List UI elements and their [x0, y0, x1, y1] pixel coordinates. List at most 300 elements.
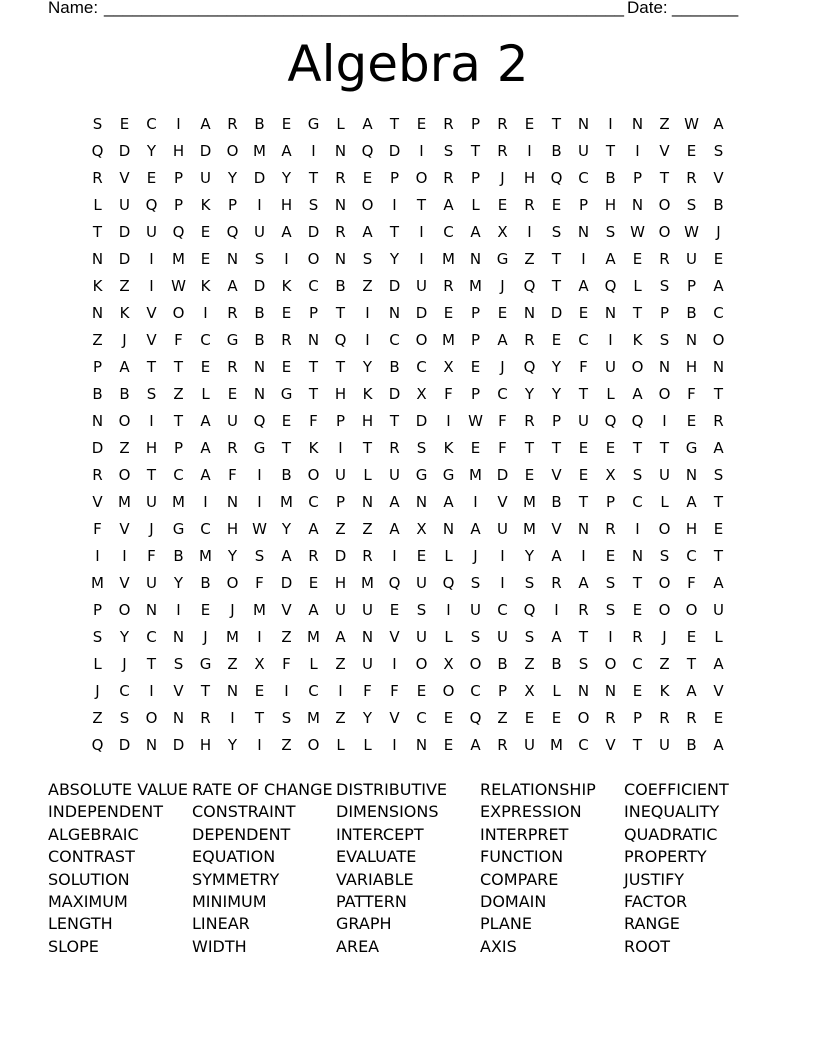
grid-letter: B: [335, 277, 346, 295]
word-item: RATE OF CHANGE: [192, 780, 333, 799]
grid-letter: P: [173, 169, 184, 187]
grid-letter: F: [363, 682, 372, 700]
word-item: INTERCEPT: [336, 824, 424, 844]
grid-letter: I: [203, 304, 208, 322]
grid-letter: A: [443, 196, 454, 214]
grid-letter: F: [174, 331, 183, 349]
grid-letter: K: [200, 277, 211, 295]
grid-letter: C: [308, 682, 319, 700]
grid-letter: O: [145, 709, 158, 727]
grid-letter: I: [257, 493, 262, 511]
grid-letter: A: [713, 574, 724, 592]
grid-letter: O: [712, 331, 725, 349]
grid-letter: I: [446, 412, 451, 430]
grid-letter: D: [496, 466, 509, 484]
grid-letter: U: [254, 223, 265, 241]
grid-letter: Q: [91, 736, 104, 754]
grid-letter: T: [254, 709, 265, 727]
grid-letter: E: [200, 250, 211, 268]
grid-letter: E: [281, 412, 292, 430]
grid-letter: O: [118, 412, 131, 430]
grid-letter: M: [361, 574, 374, 592]
grid-letter: T: [713, 493, 724, 511]
grid-letter: I: [338, 682, 343, 700]
grid-letter: E: [416, 547, 427, 565]
grid-letter: L: [309, 655, 318, 673]
grid-letter: E: [578, 466, 589, 484]
grid-letter: A: [551, 628, 562, 646]
grid-letter: E: [632, 601, 643, 619]
grid-row: [84, 519, 732, 546]
word-item: ALGEBRAIC: [48, 824, 139, 844]
grid-letter: E: [281, 115, 292, 133]
grid-letter: M: [307, 628, 320, 646]
grid-letter: N: [334, 250, 347, 268]
grid-letter: C: [389, 331, 400, 349]
grid-letter: M: [172, 250, 185, 268]
word-column: [624, 779, 768, 958]
grid-letter: I: [149, 412, 154, 430]
grid-letter: X: [254, 655, 265, 673]
grid-letter: P: [470, 331, 481, 349]
grid-letter: D: [307, 223, 320, 241]
grid-letter: N: [523, 304, 536, 322]
grid-letter: H: [199, 736, 212, 754]
grid-row: [84, 438, 732, 465]
grid-letter: K: [443, 439, 454, 457]
grid-letter: D: [172, 736, 185, 754]
grid-letter: N: [334, 142, 347, 160]
grid-letter: P: [470, 304, 481, 322]
grid-letter: U: [416, 628, 427, 646]
grid-letter: R: [497, 115, 508, 133]
grid-letter: E: [308, 574, 319, 592]
grid-letter: N: [577, 115, 590, 133]
grid-letter: Y: [551, 385, 562, 403]
grid-letter: N: [253, 358, 266, 376]
grid-letter: M: [91, 574, 104, 592]
word-item: EXPRESSION: [480, 802, 582, 822]
grid-letter: O: [685, 601, 698, 619]
grid-letter: I: [635, 142, 640, 160]
grid-letter: V: [389, 709, 400, 727]
grid-letter: I: [392, 547, 397, 565]
grid-letter: W: [684, 223, 699, 241]
grid-letter: N: [253, 385, 266, 403]
grid-letter: R: [524, 412, 535, 430]
grid-letter: R: [659, 709, 670, 727]
grid-letter: N: [631, 115, 644, 133]
grid-letter: O: [172, 304, 185, 322]
grid-letter: A: [551, 547, 562, 565]
grid-letter: C: [632, 493, 643, 511]
grid-letter: F: [687, 385, 696, 403]
grid-letter: U: [416, 277, 427, 295]
grid-letter: S: [308, 196, 319, 214]
grid-letter: N: [577, 520, 590, 538]
grid-letter: O: [118, 466, 131, 484]
word-item: AREA: [336, 936, 380, 956]
grid-letter: E: [281, 304, 292, 322]
grid-letter: Z: [92, 331, 103, 349]
grid-letter: K: [362, 385, 373, 403]
grid-row: [84, 195, 732, 222]
word-item: PLANE: [480, 914, 532, 934]
grid-letter: O: [415, 655, 428, 673]
grid-letter: A: [497, 331, 508, 349]
grid-letter: C: [497, 385, 508, 403]
grid-letter: W: [684, 115, 699, 133]
grid-letter: R: [632, 628, 643, 646]
grid-letter: E: [605, 547, 616, 565]
grid-letter: Q: [523, 277, 536, 295]
letter-grid: [84, 114, 732, 762]
grid-letter: I: [257, 196, 262, 214]
grid-letter: U: [362, 655, 373, 673]
grid-row: [84, 411, 732, 438]
grid-letter: N: [172, 709, 185, 727]
word-item: PATTERN: [336, 891, 407, 911]
grid-letter: C: [200, 520, 211, 538]
grid-letter: G: [280, 385, 293, 403]
grid-letter: M: [523, 493, 536, 511]
grid-letter: I: [122, 547, 127, 565]
grid-letter: B: [254, 115, 265, 133]
grid-letter: E: [389, 601, 400, 619]
grid-letter: R: [362, 547, 373, 565]
grid-letter: I: [419, 142, 424, 160]
grid-letter: O: [307, 250, 320, 268]
word-item: CONTRAST: [48, 847, 135, 867]
grid-letter: M: [172, 493, 185, 511]
grid-letter: Z: [281, 736, 292, 754]
grid-letter: U: [578, 412, 589, 430]
word-item: INDEPENDENT: [48, 802, 164, 822]
grid-letter: I: [527, 142, 532, 160]
word-column: [192, 779, 336, 958]
grid-row: [84, 465, 732, 492]
grid-letter: Y: [281, 520, 292, 538]
grid-letter: V: [281, 601, 292, 619]
grid-letter: S: [659, 277, 670, 295]
grid-row: [84, 249, 732, 276]
grid-letter: I: [419, 250, 424, 268]
grid-letter: T: [605, 142, 616, 160]
grid-letter: B: [254, 304, 265, 322]
grid-letter: R: [443, 115, 454, 133]
grid-letter: S: [578, 655, 589, 673]
grid-letter: E: [524, 466, 535, 484]
grid-letter: S: [632, 466, 643, 484]
grid-letter: A: [281, 223, 292, 241]
grid-letter: J: [230, 601, 235, 619]
grid-letter: R: [200, 709, 211, 727]
grid-letter: J: [500, 277, 505, 295]
grid-letter: T: [632, 439, 643, 457]
grid-letter: Z: [119, 277, 130, 295]
grid-letter: Q: [388, 574, 401, 592]
grid-letter: C: [578, 331, 589, 349]
grid-letter: H: [226, 520, 239, 538]
grid-letter: I: [662, 412, 667, 430]
grid-letter: P: [470, 385, 481, 403]
grid-letter: A: [470, 736, 481, 754]
grid-letter: U: [497, 520, 508, 538]
grid-letter: Q: [604, 412, 617, 430]
grid-row: [84, 276, 732, 303]
grid-letter: I: [392, 196, 397, 214]
grid-row: [84, 546, 732, 573]
grid-letter: Q: [226, 223, 239, 241]
grid-letter: L: [444, 547, 453, 565]
grid-letter: V: [605, 736, 616, 754]
grid-letter: S: [281, 709, 292, 727]
grid-letter: C: [470, 682, 481, 700]
grid-letter: A: [200, 115, 211, 133]
grid-letter: U: [713, 601, 724, 619]
grid-letter: Z: [524, 655, 535, 673]
grid-letter: D: [91, 439, 104, 457]
grid-letter: F: [147, 547, 156, 565]
grid-letter: A: [362, 115, 373, 133]
grid-letter: D: [253, 277, 266, 295]
grid-letter: X: [416, 385, 427, 403]
grid-letter: I: [257, 736, 262, 754]
grid-letter: A: [686, 682, 697, 700]
word-item: VARIABLE: [336, 869, 414, 889]
grid-letter: N: [631, 196, 644, 214]
grid-letter: M: [280, 493, 293, 511]
grid-letter: S: [470, 628, 481, 646]
grid-letter: O: [226, 574, 239, 592]
grid-letter: P: [173, 439, 184, 457]
grid-letter: C: [497, 601, 508, 619]
grid-letter: E: [524, 115, 535, 133]
grid-letter: I: [203, 493, 208, 511]
grid-letter: U: [659, 736, 670, 754]
grid-letter: M: [550, 736, 563, 754]
grid-letter: D: [388, 277, 401, 295]
grid-letter: O: [658, 196, 671, 214]
grid-letter: N: [631, 547, 644, 565]
grid-letter: D: [280, 574, 293, 592]
grid-letter: V: [389, 628, 400, 646]
grid-letter: E: [713, 520, 724, 538]
grid-letter: Y: [227, 736, 238, 754]
grid-letter: Y: [173, 574, 184, 592]
grid-letter: N: [91, 250, 104, 268]
grid-letter: C: [686, 547, 697, 565]
grid-letter: V: [173, 682, 184, 700]
grid-letter: T: [146, 358, 157, 376]
grid-letter: G: [172, 520, 185, 538]
page-title: Algebra 2: [287, 35, 529, 93]
grid-letter: T: [146, 655, 157, 673]
grid-letter: F: [444, 385, 453, 403]
grid-letter: O: [118, 601, 131, 619]
grid-letter: D: [388, 142, 401, 160]
grid-letter: P: [686, 277, 697, 295]
grid-letter: H: [145, 439, 158, 457]
grid-letter: X: [605, 466, 616, 484]
grid-letter: E: [551, 331, 562, 349]
grid-letter: N: [685, 331, 698, 349]
grid-letter: E: [605, 439, 616, 457]
grid-letter: R: [389, 439, 400, 457]
word-column: [48, 779, 192, 958]
grid-letter: E: [227, 385, 238, 403]
grid-letter: O: [604, 655, 617, 673]
grid-letter: D: [334, 547, 347, 565]
grid-letter: I: [554, 601, 559, 619]
grid-letter: N: [469, 250, 482, 268]
grid-letter: T: [632, 304, 643, 322]
grid-letter: S: [686, 196, 697, 214]
grid-letter: A: [281, 142, 292, 160]
grid-letter: R: [443, 169, 454, 187]
grid-letter: P: [389, 169, 400, 187]
grid-letter: O: [361, 196, 374, 214]
grid-letter: N: [172, 628, 185, 646]
grid-letter: S: [659, 331, 670, 349]
grid-letter: O: [415, 169, 428, 187]
grid-letter: A: [470, 223, 481, 241]
grid-letter: W: [630, 223, 645, 241]
grid-letter: Q: [145, 196, 158, 214]
grid-letter: M: [118, 493, 131, 511]
grid-letter: T: [362, 439, 373, 457]
grid-letter: Y: [227, 169, 238, 187]
grid-letter: S: [659, 547, 670, 565]
grid-letter: S: [254, 547, 265, 565]
grid-letter: N: [226, 682, 239, 700]
word-column: [480, 779, 624, 958]
grid-letter: P: [578, 196, 589, 214]
grid-letter: R: [92, 466, 103, 484]
grid-letter: A: [470, 520, 481, 538]
grid-letter: J: [473, 547, 478, 565]
grid-letter: C: [578, 736, 589, 754]
grid-letter: A: [443, 493, 454, 511]
grid-row: [84, 357, 732, 384]
name-blank-line: _______________________________________________________: [104, 0, 625, 17]
word-item: SYMMETRY: [192, 869, 280, 889]
grid-row: [84, 708, 732, 735]
grid-letter: S: [416, 439, 427, 457]
grid-letter: T: [578, 628, 589, 646]
grid-letter: L: [444, 628, 453, 646]
grid-letter: F: [390, 682, 399, 700]
grid-letter: H: [685, 520, 698, 538]
grid-letter: E: [551, 709, 562, 727]
grid-letter: M: [253, 142, 266, 160]
grid-letter: T: [686, 655, 697, 673]
grid-row: [84, 600, 732, 627]
grid-letter: N: [226, 493, 239, 511]
grid-letter: B: [713, 196, 724, 214]
grid-letter: B: [389, 358, 400, 376]
grid-letter: V: [119, 574, 130, 592]
grid-letter: D: [118, 736, 131, 754]
grid-letter: A: [713, 655, 724, 673]
grid-letter: S: [254, 250, 265, 268]
grid-letter: G: [253, 439, 266, 457]
grid-letter: P: [632, 709, 643, 727]
word-item: DISTRIBUTIVE: [336, 780, 448, 799]
grid-row: [84, 114, 732, 141]
grid-letter: A: [632, 385, 643, 403]
word-item: GRAPH: [336, 914, 392, 934]
grid-letter: T: [416, 196, 427, 214]
grid-letter: E: [578, 304, 589, 322]
grid-letter: R: [686, 169, 697, 187]
word-item: QUADRATIC: [624, 824, 718, 844]
grid-letter: M: [469, 277, 482, 295]
grid-letter: U: [362, 601, 373, 619]
grid-letter: J: [203, 628, 208, 646]
grid-letter: N: [91, 304, 104, 322]
grid-letter: R: [497, 142, 508, 160]
grid-letter: L: [633, 277, 642, 295]
grid-letter: Y: [524, 385, 535, 403]
grid-letter: A: [713, 115, 724, 133]
grid-letter: Q: [523, 601, 536, 619]
grid-letter: R: [497, 736, 508, 754]
grid-letter: E: [200, 223, 211, 241]
grid-letter: U: [605, 358, 616, 376]
grid-letter: T: [335, 358, 346, 376]
grid-letter: O: [307, 466, 320, 484]
grid-letter: E: [443, 736, 454, 754]
grid-letter: Q: [631, 412, 644, 430]
grid-letter: T: [659, 169, 670, 187]
grid-letter: O: [415, 331, 428, 349]
grid-letter: Y: [551, 358, 562, 376]
grid-letter: V: [551, 466, 562, 484]
grid-letter: L: [336, 115, 345, 133]
grid-letter: E: [200, 358, 211, 376]
grid-letter: I: [365, 304, 370, 322]
grid-letter: P: [497, 682, 508, 700]
grid-letter: V: [551, 520, 562, 538]
word-item: ROOT: [624, 936, 671, 956]
grid-letter: L: [660, 493, 669, 511]
grid-letter: E: [119, 115, 130, 133]
grid-letter: I: [581, 547, 586, 565]
grid-letter: O: [658, 520, 671, 538]
grid-letter: G: [685, 439, 698, 457]
grid-letter: E: [443, 709, 454, 727]
grid-letter: Z: [281, 628, 292, 646]
grid-letter: O: [658, 574, 671, 592]
grid-letter: U: [146, 493, 157, 511]
grid-letter: H: [361, 412, 374, 430]
grid-letter: A: [308, 520, 319, 538]
grid-letter: G: [496, 250, 509, 268]
word-item: INEQUALITY: [624, 802, 720, 822]
grid-letter: I: [608, 628, 613, 646]
word-item: DIMENSIONS: [336, 802, 439, 822]
grid-row: [84, 492, 732, 519]
header-row: [48, 0, 748, 19]
grid-letter: T: [335, 304, 346, 322]
grid-letter: O: [658, 601, 671, 619]
grid-letter: E: [632, 682, 643, 700]
word-item: AXIS: [480, 936, 517, 956]
grid-letter: I: [338, 439, 343, 457]
grid-letter: R: [227, 304, 238, 322]
grid-letter: C: [416, 358, 427, 376]
